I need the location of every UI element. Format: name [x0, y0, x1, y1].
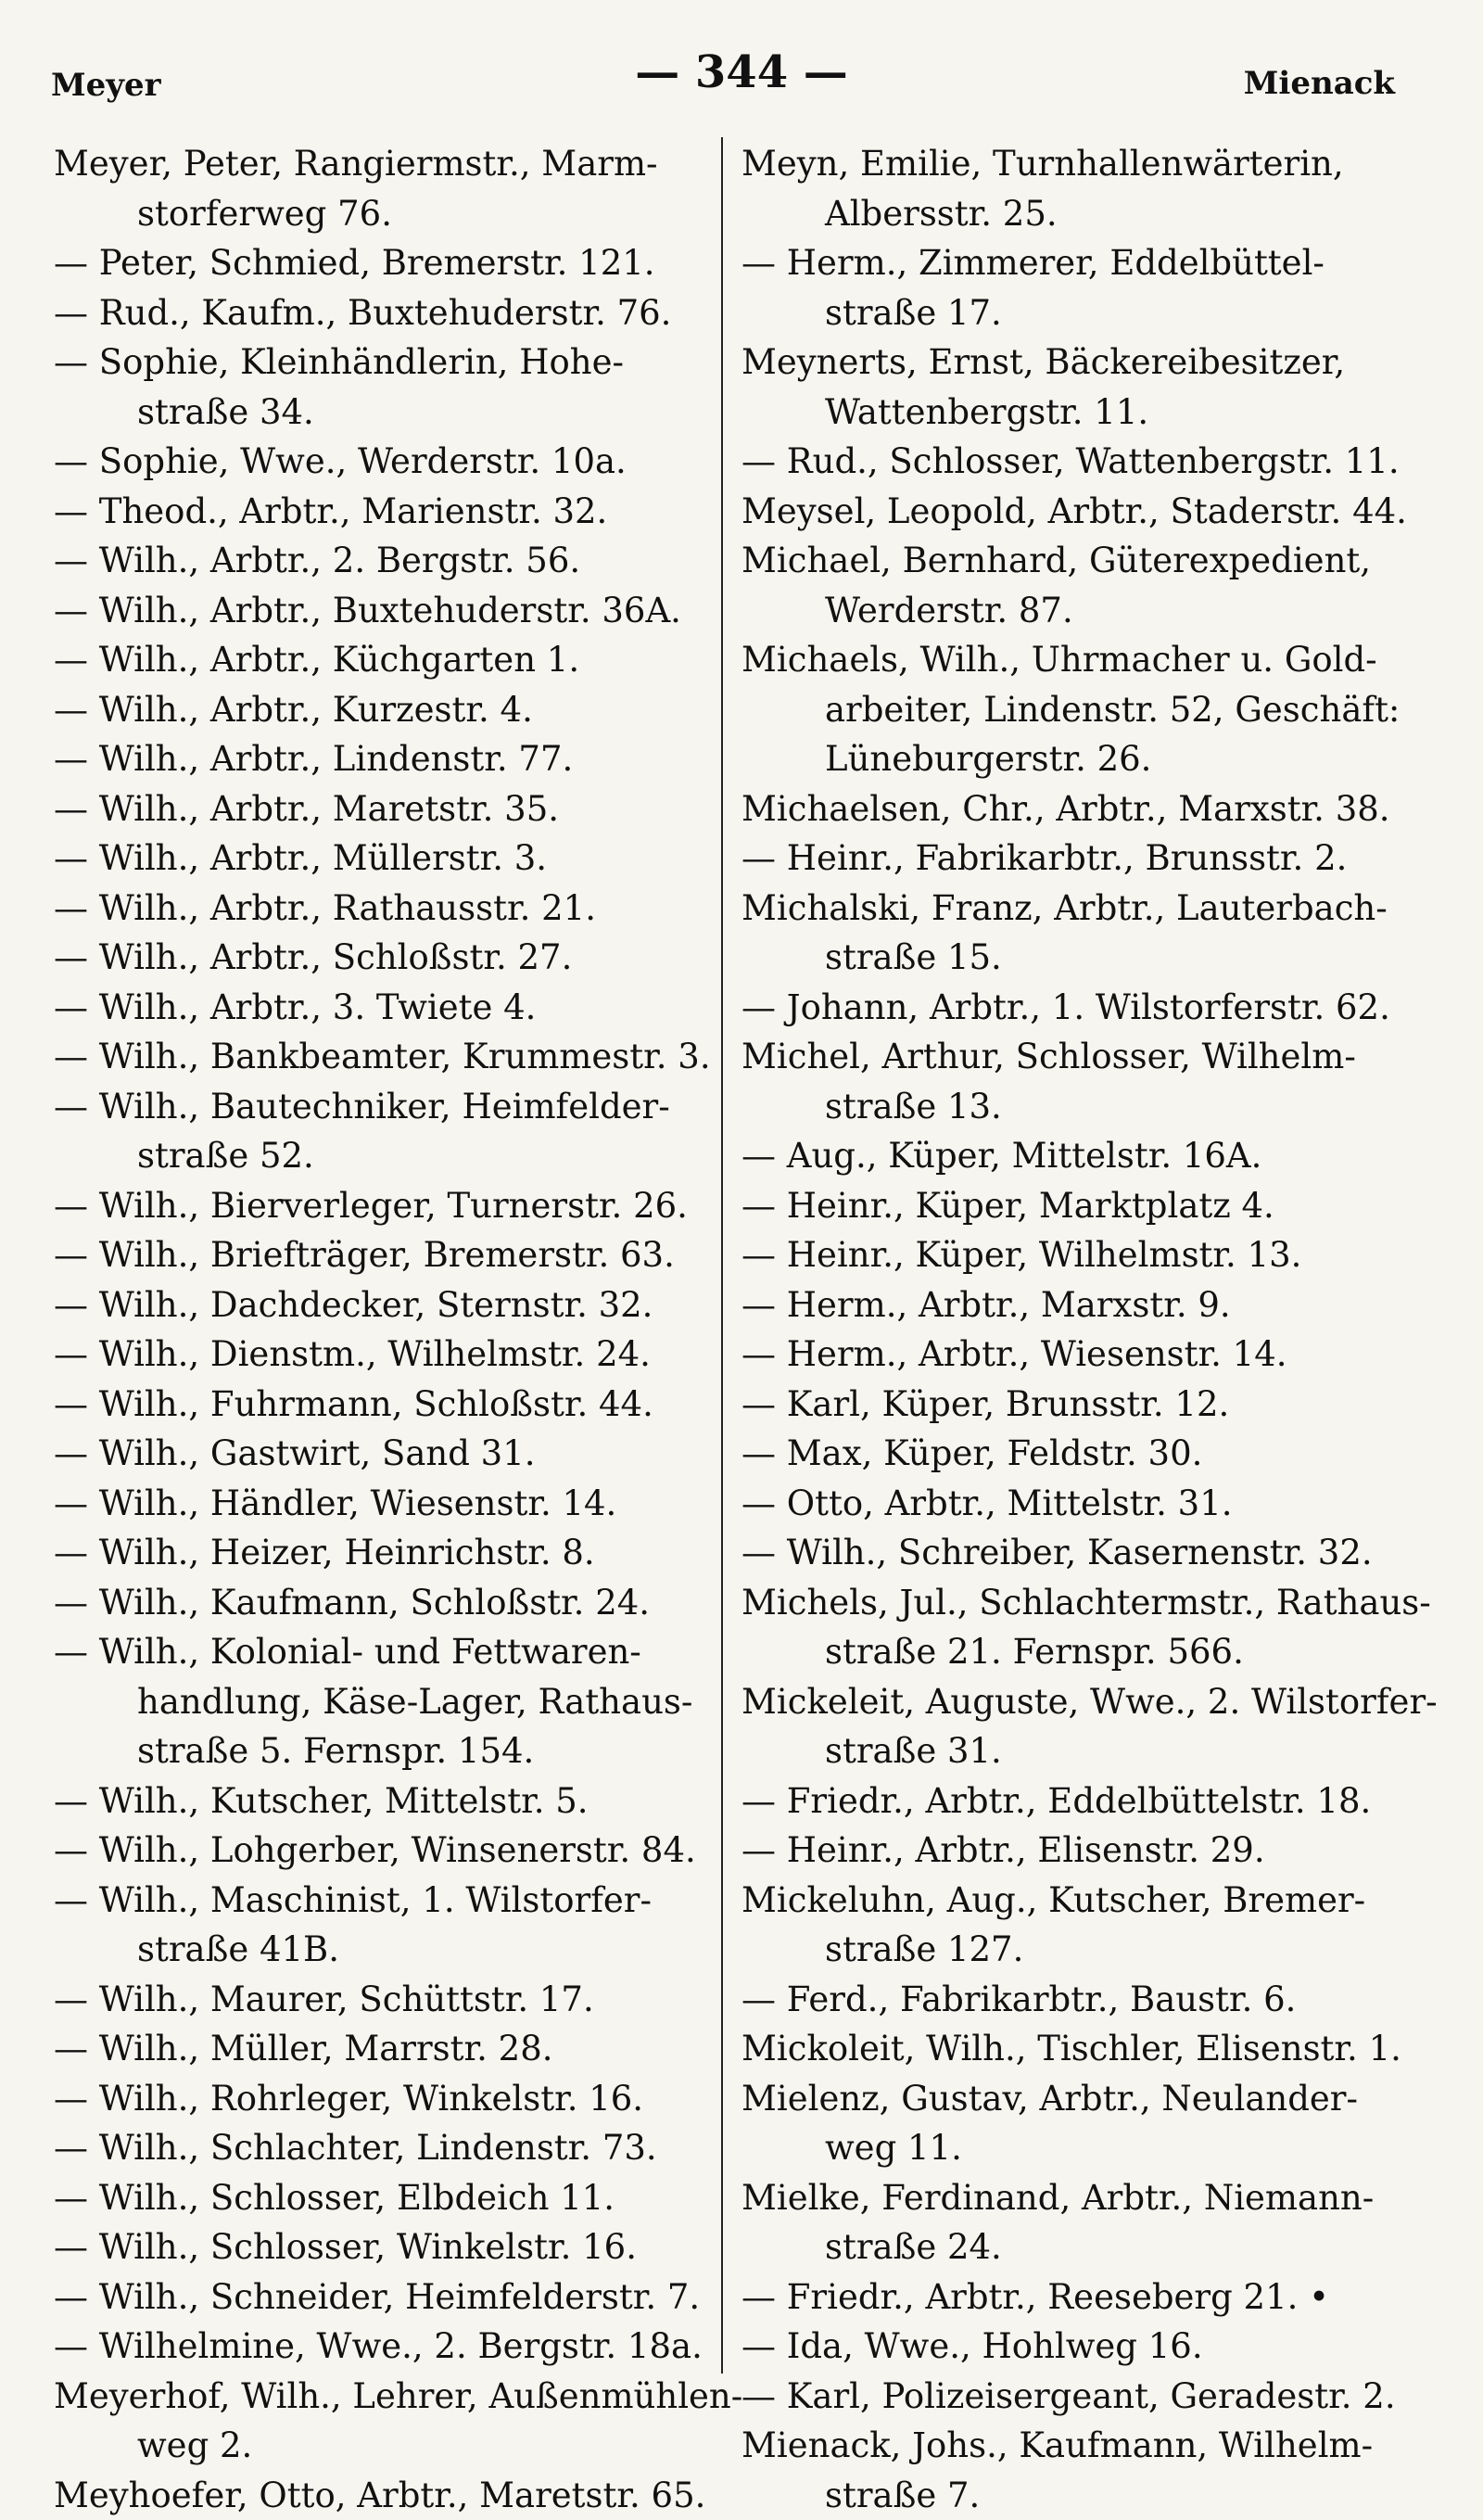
directory-entry	[54, 139, 721, 238]
directory-entry	[742, 1826, 1409, 1876]
directory-entry	[742, 1776, 1409, 1826]
directory-entry	[742, 1330, 1409, 1380]
entry-line: — Wilh., Fuhrmann, Schloßstr. 44.	[54, 1380, 721, 1430]
entry-continuation-line: weg 11.	[742, 2123, 1409, 2173]
entry-line: — Heinr., Küper, Wilhelmstr. 13.	[742, 1230, 1409, 1280]
directory-entry	[742, 487, 1409, 537]
directory-entry	[742, 337, 1409, 437]
directory-entry	[742, 238, 1409, 337]
entry-line: — Herm., Zimmerer, Eddelbüttel-	[742, 238, 1409, 288]
left-column	[54, 139, 721, 2520]
page-header	[0, 41, 1483, 106]
page-number: — 344 —	[0, 46, 1483, 98]
entry-line: Michael, Bernhard, Güterexpedient,	[742, 536, 1409, 586]
directory-entry	[54, 1230, 721, 1280]
entry-line: — Karl, Küper, Brunsstr. 12.	[742, 1380, 1409, 1430]
directory-entry	[54, 1479, 721, 1529]
entry-line: Michaels, Wilh., Uhrmacher u. Gold-	[742, 635, 1409, 685]
entry-line: — Wilh., Arbtr., 3. Twiete 4.	[54, 983, 721, 1033]
directory-entry	[742, 1528, 1409, 1578]
entry-line: — Heinr., Küper, Marktplatz 4.	[742, 1181, 1409, 1231]
directory-entry	[54, 784, 721, 834]
entry-continuation-line: straße 13.	[742, 1082, 1409, 1132]
entry-line: — Wilh., Arbtr., Lindenstr. 77.	[54, 734, 721, 784]
entry-line: — Wilh., Arbtr., Rathausstr. 21.	[54, 884, 721, 934]
directory-entry	[54, 2074, 721, 2124]
entry-line: Michalski, Franz, Arbtr., Lauterbach-	[742, 884, 1409, 934]
entry-line: Mienack, Johs., Kaufmann, Wilhelm-	[742, 2421, 1409, 2471]
directory-entry	[742, 1280, 1409, 1330]
directory-entry	[54, 734, 721, 784]
directory-entry	[54, 1330, 721, 1380]
directory-entry	[54, 288, 721, 338]
directory-entry	[54, 1429, 721, 1479]
entry-line: — Wilh., Arbtr., 2. Bergstr. 56.	[54, 536, 721, 586]
directory-entry	[54, 1876, 721, 1975]
directory-entry	[54, 685, 721, 735]
entry-continuation-line: Lüneburgerstr. 26.	[742, 734, 1409, 784]
directory-entry	[54, 238, 721, 288]
entry-line: — Herm., Arbtr., Marxstr. 9.	[742, 1280, 1409, 1330]
directory-entry	[742, 2272, 1409, 2323]
entry-line: Meyhoefer, Otto, Arbtr., Maretstr. 65.	[54, 2471, 721, 2520]
entry-line: — Wilh., Bankbeamter, Krummestr. 3.	[54, 1032, 721, 1082]
directory-entry	[54, 2372, 721, 2471]
entry-line: — Wilh., Maurer, Schüttstr. 17.	[54, 1975, 721, 2025]
entry-continuation-line: Wattenbergstr. 11.	[742, 388, 1409, 438]
entry-line: — Wilh., Schlachter, Lindenstr. 73.	[54, 2123, 721, 2173]
directory-entry	[54, 437, 721, 487]
entry-continuation-line: straße 34.	[54, 388, 721, 438]
entry-line: — Wilh., Händler, Wiesenstr. 14.	[54, 1479, 721, 1529]
directory-entry	[742, 1380, 1409, 1430]
directory-entry	[54, 834, 721, 884]
entry-continuation-line: straße 17.	[742, 288, 1409, 338]
directory-entry	[54, 1280, 721, 1330]
directory-entry	[742, 1131, 1409, 1181]
entry-line: — Heinr., Arbtr., Elisenstr. 29.	[742, 1826, 1409, 1876]
entry-continuation-line: straße 21. Fernspr. 566.	[742, 1627, 1409, 1677]
entry-line: — Wilh., Rohrleger, Winkelstr. 16.	[54, 2074, 721, 2124]
entry-line: — Wilh., Schneider, Heimfelderstr. 7.	[54, 2272, 721, 2323]
directory-entry	[742, 2421, 1409, 2520]
entry-line: — Wilh., Arbtr., Maretstr. 35.	[54, 784, 721, 834]
directory-entry	[54, 1380, 721, 1430]
entry-line: — Wilh., Kaufmann, Schloßstr. 24.	[54, 1578, 721, 1628]
directory-entry	[54, 1776, 721, 1826]
entry-line: — Friedr., Arbtr., Eddelbüttelstr. 18.	[742, 1776, 1409, 1826]
entry-line: Meyn, Emilie, Turnhallenwärterin,	[742, 139, 1409, 189]
directory-entry	[742, 1032, 1409, 1131]
entry-continuation-line: straße 24.	[742, 2222, 1409, 2272]
entry-line: — Wilh., Arbtr., Müllerstr. 3.	[54, 834, 721, 884]
entry-line: — Ida, Wwe., Hohlweg 16.	[742, 2322, 1409, 2372]
directory-entry	[742, 834, 1409, 884]
directory-entry	[54, 1627, 721, 1776]
directory-entry	[54, 1826, 721, 1876]
entry-line: — Wilh., Schreiber, Kasernenstr. 32.	[742, 1528, 1409, 1578]
entry-line: Michels, Jul., Schlachtermstr., Rathaus-	[742, 1578, 1409, 1628]
directory-entry	[54, 2471, 721, 2520]
directory-entry	[54, 2123, 721, 2173]
directory-entry	[742, 1429, 1409, 1479]
entry-line: — Wilh., Dachdecker, Sternstr. 32.	[54, 1280, 721, 1330]
directory-entry	[54, 337, 721, 437]
entry-line: — Peter, Schmied, Bremerstr. 121.	[54, 238, 721, 288]
directory-entry	[742, 1479, 1409, 1529]
entry-line: — Aug., Küper, Mittelstr. 16A.	[742, 1131, 1409, 1181]
entry-line: — Wilh., Heizer, Heinrichstr. 8.	[54, 1528, 721, 1578]
directory-entry	[54, 586, 721, 636]
entry-line: — Wilh., Kolonial- und Fettwaren-	[54, 1627, 721, 1677]
directory-entry	[54, 2173, 721, 2223]
directory-entry	[742, 2372, 1409, 2422]
right-column	[742, 139, 1409, 2520]
directory-entry	[742, 139, 1409, 238]
directory-entry	[742, 2322, 1409, 2372]
directory-entry	[742, 536, 1409, 635]
directory-entry	[54, 1032, 721, 1082]
entry-line: — Wilh., Schlosser, Winkelstr. 16.	[54, 2222, 721, 2272]
entry-line: Meyerhof, Wilh., Lehrer, Außenmühlen-	[54, 2372, 721, 2422]
entry-line: — Heinr., Fabrikarbtr., Brunsstr. 2.	[742, 834, 1409, 884]
directory-entry	[54, 487, 721, 537]
entry-line: — Wilh., Arbtr., Schloßstr. 27.	[54, 933, 721, 983]
entry-continuation-line: arbeiter, Lindenstr. 52, Geschäft:	[742, 685, 1409, 735]
entry-line: — Otto, Arbtr., Mittelstr. 31.	[742, 1479, 1409, 1529]
entry-line: — Wilh., Arbtr., Küchgarten 1.	[54, 635, 721, 685]
directory-entry	[54, 983, 721, 1033]
entry-line: — Karl, Polizeisergeant, Geradestr. 2.	[742, 2372, 1409, 2422]
entry-continuation-line: handlung, Käse-Lager, Rathaus-	[54, 1677, 721, 1727]
directory-entry	[54, 884, 721, 934]
entry-line: — Wilh., Lohgerber, Winsenerstr. 84.	[54, 1826, 721, 1876]
directory-entry	[742, 1677, 1409, 1776]
entry-continuation-line: straße 127.	[742, 1925, 1409, 1975]
directory-entry	[742, 635, 1409, 784]
entry-line: — Rud., Schlosser, Wattenbergstr. 11.	[742, 437, 1409, 487]
directory-entry	[742, 1578, 1409, 1677]
entry-line: — Wilh., Gastwirt, Sand 31.	[54, 1429, 721, 1479]
directory-entry	[742, 1181, 1409, 1231]
directory-entry	[742, 2173, 1409, 2272]
entry-continuation-line: straße 15.	[742, 933, 1409, 983]
entry-line: Michaelsen, Chr., Arbtr., Marxstr. 38.	[742, 784, 1409, 834]
entry-line: Meynerts, Ernst, Bäckereibesitzer,	[742, 337, 1409, 388]
entry-continuation-line: storferweg 76.	[54, 189, 721, 239]
entry-line: — Wilh., Arbtr., Buxtehuderstr. 36A.	[54, 586, 721, 636]
directory-entry	[54, 2024, 721, 2074]
entry-line: Meysel, Leopold, Arbtr., Staderstr. 44.	[742, 487, 1409, 537]
entry-line: — Theod., Arbtr., Marienstr. 32.	[54, 487, 721, 537]
entry-continuation-line: straße 31.	[742, 1726, 1409, 1776]
directory-entry	[742, 1876, 1409, 1975]
entry-line: — Friedr., Arbtr., Reeseberg 21. •	[742, 2272, 1409, 2323]
directory-entry	[742, 2074, 1409, 2173]
directory-entry	[742, 983, 1409, 1033]
directory-entry	[54, 2322, 721, 2372]
entry-continuation-line: straße 7.	[742, 2471, 1409, 2520]
directory-entry	[742, 2024, 1409, 2074]
directory-entry	[742, 784, 1409, 834]
directory-entry	[742, 437, 1409, 487]
entry-line: — Sophie, Wwe., Werderstr. 10a.	[54, 437, 721, 487]
entry-line: Mickoleit, Wilh., Tischler, Elisenstr. 1.	[742, 2024, 1409, 2074]
entry-continuation-line: straße 41B.	[54, 1925, 721, 1975]
entry-line: — Wilh., Dienstm., Wilhelmstr. 24.	[54, 1330, 721, 1380]
entry-line: — Wilh., Maschinist, 1. Wilstorfer-	[54, 1876, 721, 1926]
directory-entry	[742, 1975, 1409, 2025]
entry-continuation-line: Werderstr. 87.	[742, 586, 1409, 636]
directory-entry	[742, 884, 1409, 983]
header-left-guide-word: Meyer	[51, 67, 161, 104]
entry-line: — Wilh., Arbtr., Kurzestr. 4.	[54, 685, 721, 735]
entry-line: — Ferd., Fabrikarbtr., Baustr. 6.	[742, 1975, 1409, 2025]
entry-line: — Wilh., Kutscher, Mittelstr. 5.	[54, 1776, 721, 1826]
directory-entry	[54, 635, 721, 685]
entry-line: Mielke, Ferdinand, Arbtr., Niemann-	[742, 2173, 1409, 2223]
entry-line: Meyer, Peter, Rangiermstr., Marm-	[54, 139, 721, 189]
directory-entry	[54, 1578, 721, 1628]
header-right-guide-word: Mienack	[1244, 65, 1395, 102]
entry-continuation-line: straße 5. Fernspr. 154.	[54, 1726, 721, 1776]
column-divider	[721, 137, 723, 2374]
entry-line: — Wilh., Schlosser, Elbdeich 11.	[54, 2173, 721, 2223]
entry-continuation-line: Albersstr. 25.	[742, 189, 1409, 239]
entry-continuation-line: straße 52.	[54, 1131, 721, 1181]
entry-line: — Herm., Arbtr., Wiesenstr. 14.	[742, 1330, 1409, 1380]
directory-entry	[54, 2222, 721, 2272]
entry-line: — Wilh., Bierverleger, Turnerstr. 26.	[54, 1181, 721, 1231]
entry-line: — Max, Küper, Feldstr. 30.	[742, 1429, 1409, 1479]
entry-line: Mielenz, Gustav, Arbtr., Neulander-	[742, 2074, 1409, 2124]
directory-entry	[54, 2272, 721, 2323]
entry-line: — Johann, Arbtr., 1. Wilstorferstr. 62.	[742, 983, 1409, 1033]
entry-line: Mickeleit, Auguste, Wwe., 2. Wilstorfer-	[742, 1677, 1409, 1727]
entry-line: — Wilh., Müller, Marrstr. 28.	[54, 2024, 721, 2074]
entry-line: — Wilhelmine, Wwe., 2. Bergstr. 18a.	[54, 2322, 721, 2372]
entry-continuation-line: weg 2.	[54, 2421, 721, 2471]
directory-entry	[742, 1230, 1409, 1280]
directory-entry	[54, 1975, 721, 2025]
directory-entry	[54, 536, 721, 586]
entry-line: Mickeluhn, Aug., Kutscher, Bremer-	[742, 1876, 1409, 1926]
entry-line: — Sophie, Kleinhändlerin, Hohe-	[54, 337, 721, 388]
directory-entry	[54, 933, 721, 983]
directory-entry	[54, 1181, 721, 1231]
entry-line: — Rud., Kaufm., Buxtehuderstr. 76.	[54, 288, 721, 338]
entry-line: — Wilh., Briefträger, Bremerstr. 63.	[54, 1230, 721, 1280]
entry-line: — Wilh., Bautechniker, Heimfelder-	[54, 1082, 721, 1132]
directory-entry	[54, 1082, 721, 1181]
directory-entry	[54, 1528, 721, 1578]
entry-line: Michel, Arthur, Schlosser, Wilhelm-	[742, 1032, 1409, 1082]
